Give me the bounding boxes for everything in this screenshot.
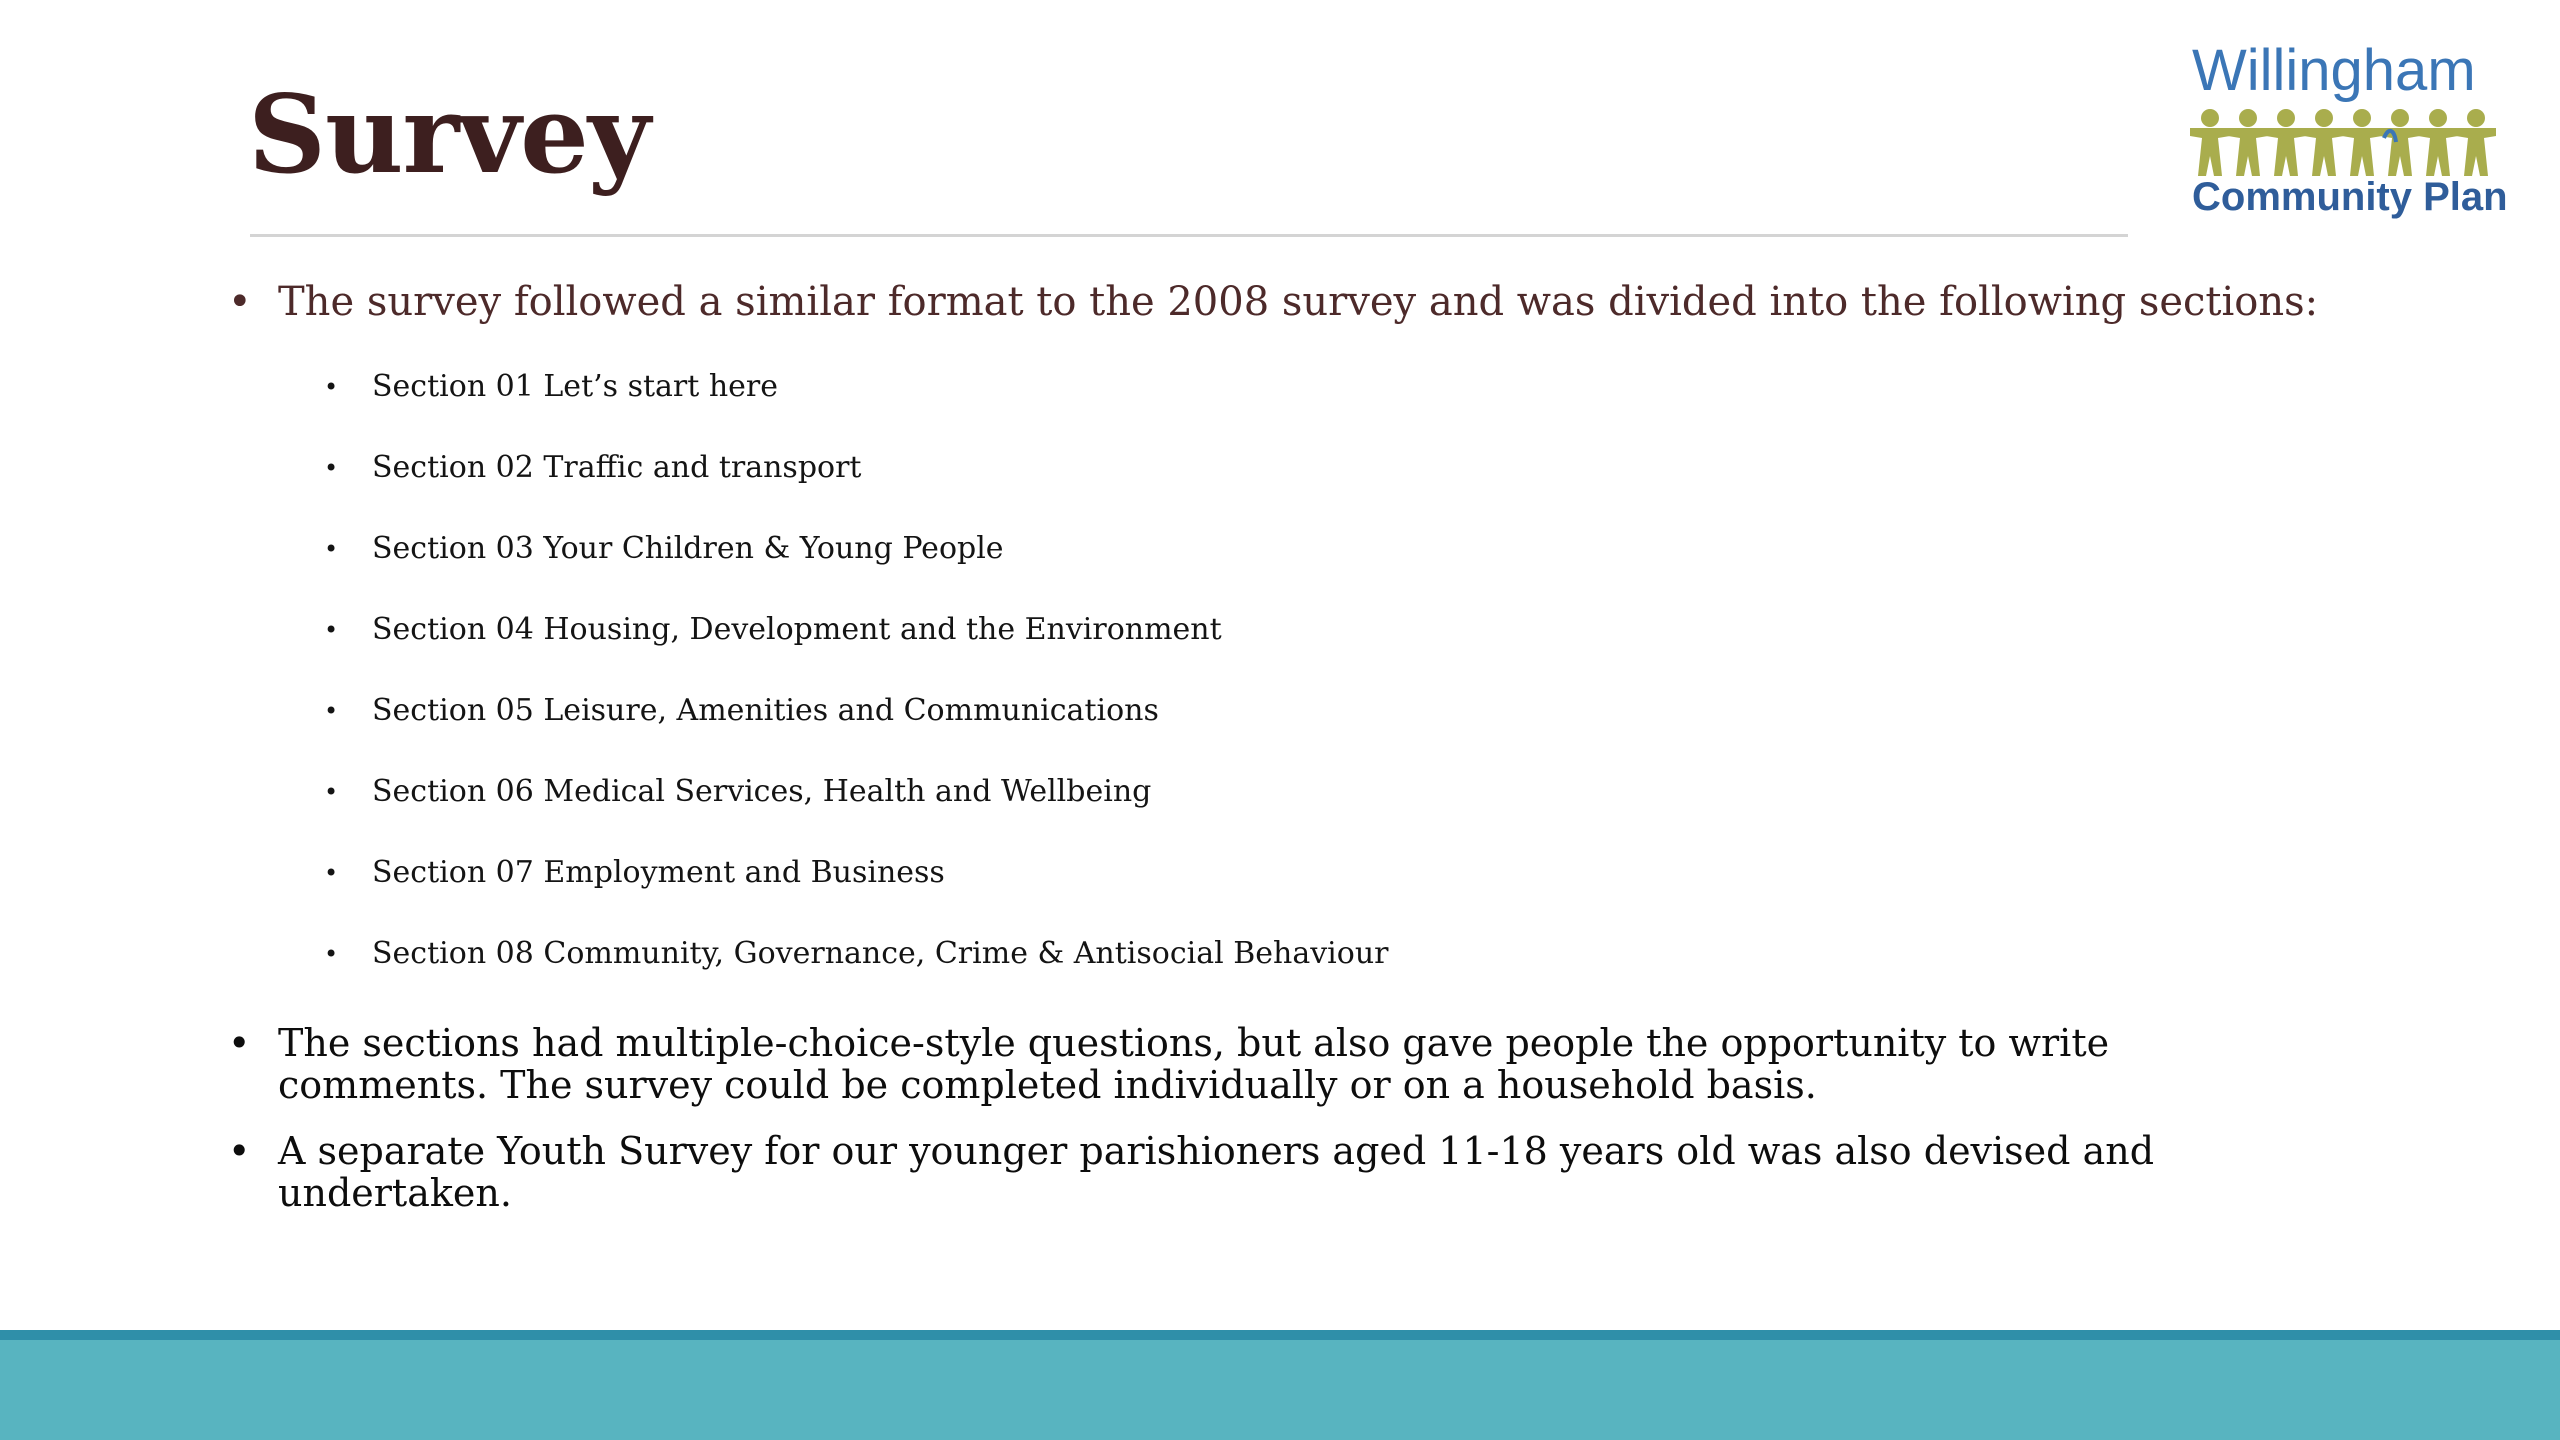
logo-wordmark-top: Willingham	[2192, 38, 2476, 103]
section-label: Section 05 Leisure, Amenities and Communications	[372, 693, 1159, 728]
bullet-marker: •	[324, 778, 339, 806]
bullet-marker: •	[324, 697, 339, 725]
list-item	[324, 441, 1389, 522]
section-label: Section 06 Medical Services, Health and Wellbeing	[372, 774, 1152, 809]
slide-title: Survey	[248, 72, 650, 198]
list-item	[324, 360, 1389, 441]
bullet-marker: •	[324, 940, 339, 968]
bullet-marker: •	[324, 859, 339, 887]
section-label: Section 03 Your Children & Young People	[372, 531, 1004, 566]
list-item	[324, 846, 1389, 927]
bullet-marker: •	[324, 373, 339, 401]
paragraph-text: The sections had multiple-choice-style questions, but also gave people the opportunity to write comments. The survey could be completed individually or on a household basis.	[278, 1021, 2110, 1107]
paragraph-youth-survey	[228, 1130, 2218, 1214]
list-item	[324, 765, 1389, 846]
bullet-marker: •	[228, 279, 252, 325]
paragraph-text: A separate Youth Survey for our younger parishioners aged 11-18 years old was also devised and undertaken.	[278, 1129, 2155, 1215]
section-list	[324, 360, 1389, 1008]
list-item	[324, 603, 1389, 684]
section-label: Section 02 Traffic and transport	[372, 450, 862, 485]
list-item	[324, 927, 1389, 1008]
list-item	[324, 522, 1389, 603]
list-item	[324, 684, 1389, 765]
intro-text: The survey followed a similar format to the 2008 survey and was divided into the following sections:	[278, 279, 2319, 325]
bullet-marker: •	[324, 454, 339, 482]
title-divider	[250, 234, 2128, 237]
bullet-marker: •	[324, 535, 339, 563]
intro-bullet	[228, 274, 2318, 330]
logo-people-chain-icon	[2188, 108, 2498, 180]
section-label: Section 08 Community, Governance, Crime & Antisocial Behaviour	[372, 936, 1389, 971]
footer-accent-line	[0, 1330, 2560, 1340]
bullet-marker: •	[324, 616, 339, 644]
section-label: Section 07 Employment and Business	[372, 855, 945, 890]
bullet-marker: •	[228, 1021, 251, 1065]
bullet-marker: •	[228, 1129, 251, 1173]
paragraph-multiple-choice	[228, 1022, 2218, 1106]
footer-band	[0, 1340, 2560, 1440]
section-label: Section 04 Housing, Development and the Environment	[372, 612, 1222, 647]
willingham-community-plan-logo	[2180, 36, 2510, 226]
logo-wordmark-bottom: Community Plan	[2192, 175, 2508, 219]
section-label: Section 01 Let’s start here	[372, 369, 779, 404]
